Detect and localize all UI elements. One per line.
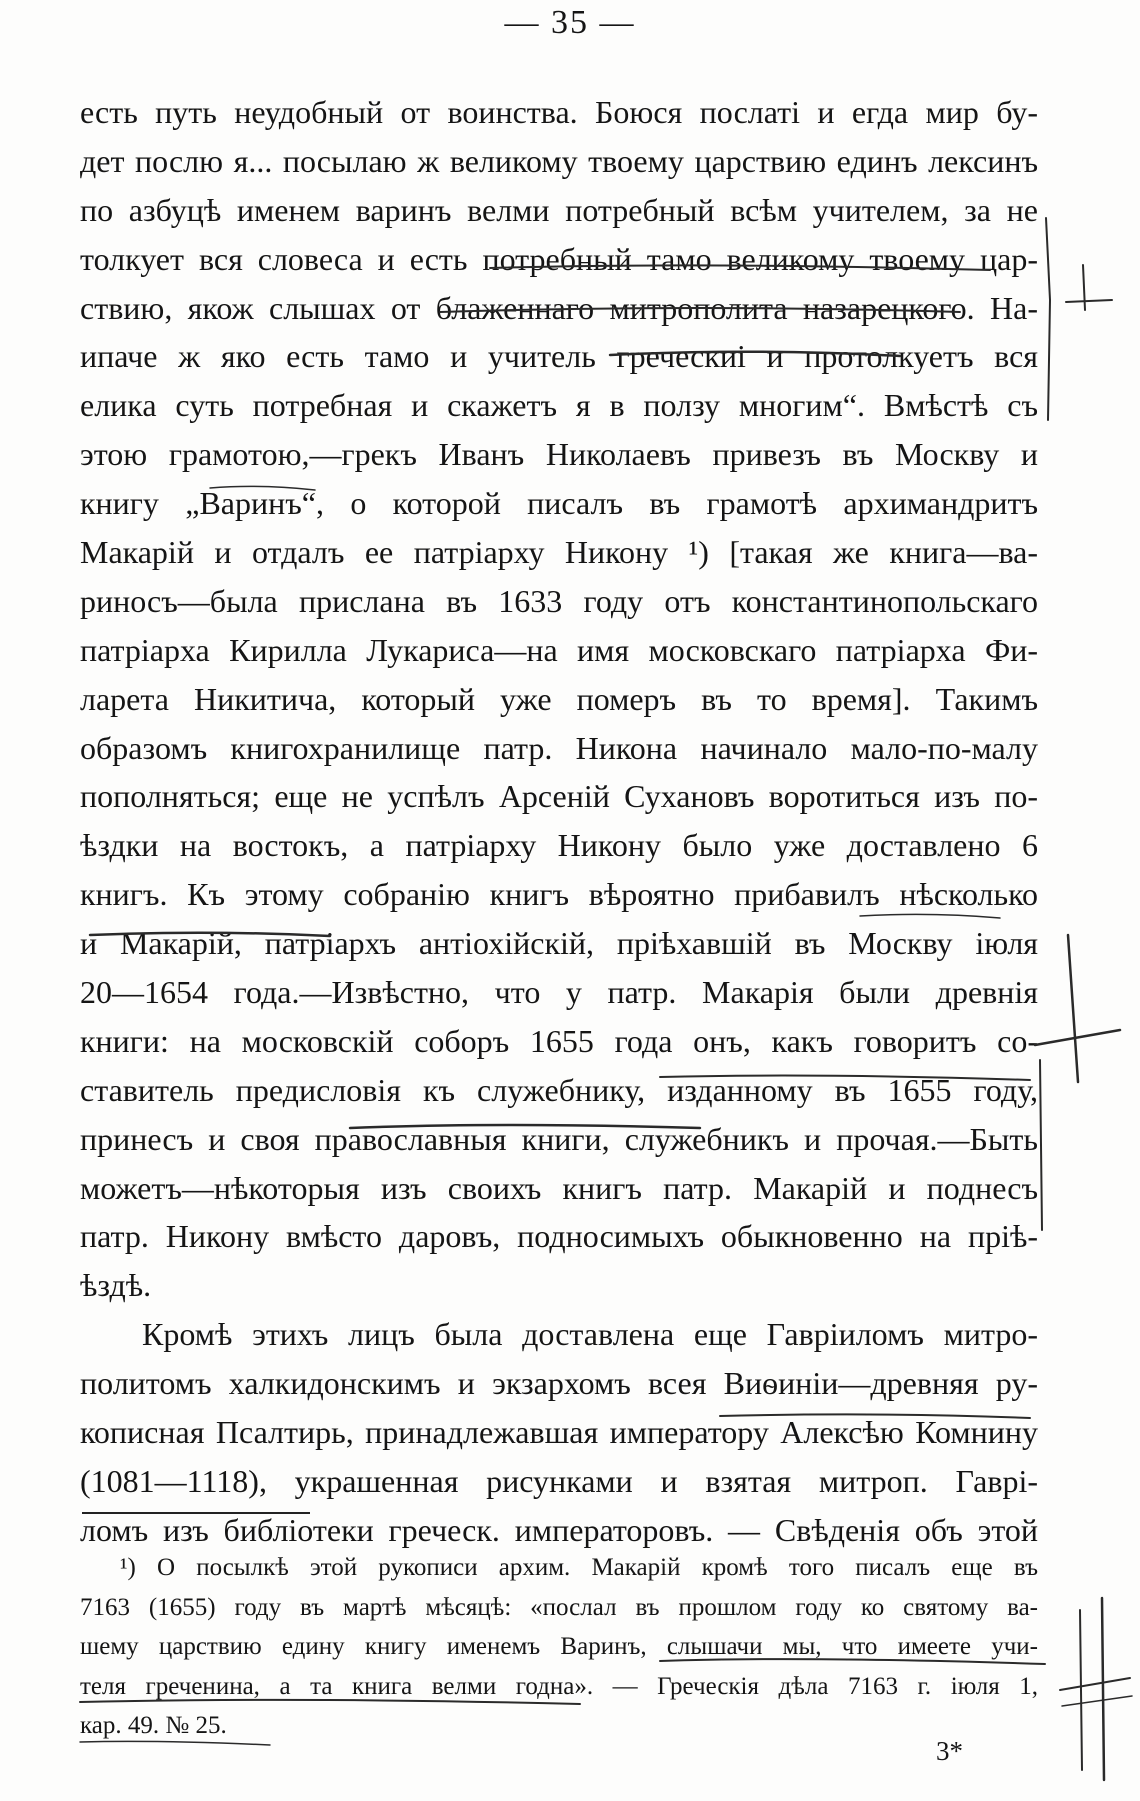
margin-cross-mark (1062, 1696, 1132, 1706)
signature-mark: 3* (936, 1736, 963, 1766)
text-line: ломъ изъ библіотеки греческ. императоровъ. — Свѣденія объ этой (80, 1511, 1038, 1548)
text-line: книгу „Варинъ“, о которой писалъ въ грамотѣ архимандритъ (80, 485, 1038, 522)
text-line: и Макарій, патріархъ антіохійскій, пріѣхавшій въ Москву іюля (80, 925, 1038, 962)
footnote-line: 7163 (1655) году въ мартѣ мѣсяцѣ: «послал въ прошлом году ко святому ва- (80, 1593, 1038, 1621)
text-line: ѣздѣ. (80, 1267, 152, 1304)
page-number: — 35 — (504, 4, 636, 41)
text-line: образомъ книгохранилище патр. Никона начинало мало-по-малу (80, 729, 1038, 766)
margin-cross-mark (1083, 265, 1085, 310)
text-line: этою грамотою,—грекъ Иванъ Николаевъ привезъ въ Москву и (80, 436, 1038, 473)
text-line: пополняться; еще не успѣлъ Арсеній Сухановъ воротиться изъ по- (80, 778, 1038, 815)
text-line: ипаче ж яко есть тамо и учитель греческиі и протолкуетъ вся (80, 338, 1038, 375)
text-line: принесъ и своя православныя книги, служебникъ и прочая.—Быть (80, 1120, 1038, 1157)
text-line: 20—1654 года.—Извѣстно, что у патр. Макарія были древнія (80, 974, 1038, 1011)
footnote-line: ¹) О посылкѣ этой рукописи архим. Макарій кромѣ того писалъ еще въ (120, 1554, 1038, 1581)
text-line: есть путь неудобный от воинства. Боюся послаті и егда мир бу- (80, 94, 1038, 130)
margin-cross-mark (1040, 1060, 1042, 1230)
text-line: риносъ—была прислана въ 1633 году отъ константинопольскаго (80, 582, 1038, 619)
footnote-separator (82, 1512, 310, 1514)
text-line: толкует вся словеса и есть потребный тамо великому твоему цар- (80, 240, 1038, 277)
text-line: дет послю я... посылаю ж великому твоему царствию единъ лексинъ (80, 142, 1038, 179)
footnote-line: кар. 49. № 25. (80, 1712, 227, 1739)
text-line: политомъ халкидонскимъ и экзархомъ всея Виѳиніи—древняя ру- (80, 1365, 1038, 1402)
footnote-line: шему царствию едину книгу именемъ Варинъ, слышачи мы, что имеете учи- (80, 1633, 1038, 1660)
margin-cross-mark (1035, 1030, 1120, 1045)
margin-cross-mark (1066, 300, 1112, 302)
footnote-line: теля греченина, а та книга велми годна». — Греческія дѣла 7163 г. іюля 1, (80, 1672, 1038, 1700)
text-line: ѣздки на востокъ, а патріарху Никону было уже доставлено 6 (80, 827, 1038, 864)
main-text (80, 88, 1038, 1555)
text-line: можетъ—нѣкоторыя изъ своихъ книгъ патр. Макарій и поднесъ (80, 1169, 1038, 1206)
margin-cross-mark (1102, 1598, 1104, 1780)
text-line: кописная Псалтирь, принадлежавшая императору Алексѣю Комнину (80, 1414, 1038, 1451)
footnotes (80, 1548, 1038, 1746)
text-line: патр. Никону вмѣсто даровъ, подносимыхъ обыкновенно на пріѣ- (80, 1218, 1038, 1255)
text-line: по азбуцѣ именем варинъ велми потребный всѣм учителем, за не (80, 191, 1038, 228)
paragraph-start-line: Кромѣ этихъ лицъ была доставлена еще Гавріиломъ митро- (142, 1316, 1038, 1353)
text-line: елика суть потребная и скажетъ я в ползу многим“. Вмѣстѣ съ (80, 387, 1038, 424)
margin-cross-mark (1080, 1610, 1082, 1770)
margin-bracket (1046, 218, 1050, 420)
text-line: ствию, якож слышах от блаженнаго митрополита назарецкого. На- (80, 289, 1038, 326)
text-line: ларета Никитича, который уже померъ въ то время]. Такимъ (80, 680, 1038, 717)
text-line: (1081—1118), украшенная рисунками и взятая митроп. Гаврі- (80, 1462, 1038, 1499)
text-line: ставитель предисловія къ служебнику, изданному въ 1655 году, (80, 1071, 1038, 1108)
text-line: патріарха Кирилла Лукариса—на имя московскаго патріарха Фи- (80, 631, 1038, 668)
margin-cross-mark (1060, 1678, 1130, 1690)
text-line: Макарій и отдалъ ее патріарху Никону ¹) [такая же книга—ва- (80, 534, 1038, 571)
text-line: книги: на московскій соборъ 1655 года онъ, какъ говоритъ со- (80, 1022, 1038, 1059)
text-line: книгъ. Къ этому собранію книгъ вѣроятно прибавилъ нѣсколько (80, 876, 1038, 913)
margin-cross-mark (1068, 935, 1078, 1082)
